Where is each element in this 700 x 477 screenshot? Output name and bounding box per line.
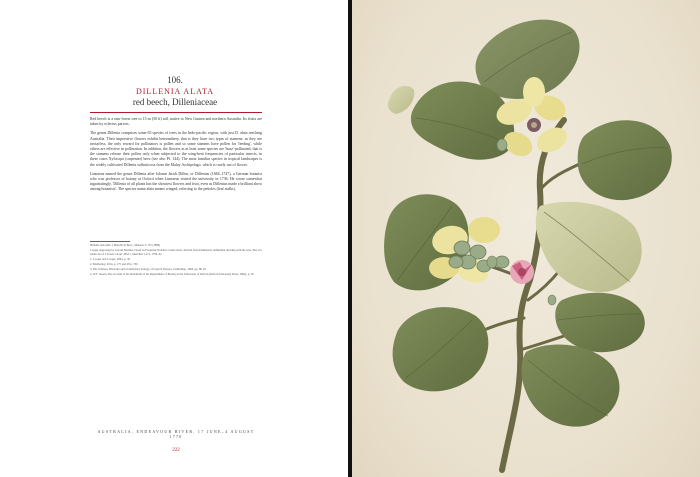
- paragraph-naming: Linnaeus named the genus Dillenia after Johann Jacob Dillen, or Dillenius (1684–1747), a German botanist who was professor of botany at Oxford when Linnaeus visited the university in 1736. He wrote somewhat ingratiatingly, 'Dillenia of all plants has the showiest flowers and fruit, even as Dillenius made a brilliant show among botanists'. The species name alata means winged, referring to the petioles (leaf stalks).: [90, 171, 262, 192]
- plate-number: 106.: [167, 75, 183, 85]
- note-2: Copper engraving by Gerald Sibelius, based on Frederick Nodder's watercolour, derived from Parkinson's unfinished drawing with the note 'The old stalks are of a brown colour', BM 1, Sketched 1 at 4, 1794, 62: [90, 248, 262, 256]
- common-name: red beech, Dilleniaceae: [132, 97, 218, 107]
- title-rule: [90, 112, 262, 113]
- footnotes: [90, 243, 262, 277]
- paragraph-genus: The genus Dillenia comprises some 65 species of trees in the Indo-pacific region, with just D. alata reaching Australia. Their impressive flowers exhibit heteranthery, that is they have two types of stamens: as they are nectarless, the only reward for pollinators is pollen and so some stamens have pollen for 'feeding', while others are effective in pollination. In addition, the flowers in at least some species are 'buzz'-pollinated, that is the stamens release their pollen only when subjected to the wing-beat frequencies of particular insects, in these cases Xylocopa (carpenter) bees (see also Pl. 144). The most familiar species in tropical landscapes is the widely cultivated Dillenia suffruticosa from the Malay Archipelago, which is rarely out of flower.: [90, 131, 262, 167]
- note-4: 2. Mabberley, 2014, p. 175 and 28 p. 706: [90, 262, 138, 266]
- note-5: 3. P.K. Endress, Diversity and evolutionary biology of tropical flowers, Cambridge, 1994, pp. 80–81: [90, 267, 207, 271]
- fruit-cluster: [449, 241, 509, 272]
- latin-name: DILLENIA ALATA: [135, 87, 214, 96]
- plate-page: [352, 0, 700, 477]
- running-foot: AUSTRALIA, ENDEAVOUR RIVER, 17 JUNE–4 AUGUST 1770: [97, 429, 255, 439]
- text-page: [0, 0, 348, 477]
- leaf-small-left: [388, 86, 414, 114]
- body-text: [90, 117, 262, 197]
- notes-rule: [90, 241, 130, 242]
- pink-bud: [510, 260, 534, 284]
- note-1: Dillenia alata (DC.) Martelli in Becc., Malesia 3: 157 (1886): [90, 243, 161, 247]
- page-number: 222: [172, 448, 180, 453]
- species-heading: [90, 75, 260, 108]
- paragraph-intro: Red beech is a rain-forest tree to 15 m (50 ft) tall, native to New Guinea and northern Australia. Its fruits are taken by eclectus parrots.: [90, 117, 262, 127]
- note-6: 4. W.T. Stearn, The account of the herbarium of the Department of Botany in the University of Oxford (Oxford University Press, 1962), p. 29: [90, 272, 254, 276]
- leaf-lower-right: [555, 293, 645, 352]
- note-3: 1. Cooper and Cooper, 2004, p. 39: [90, 257, 130, 261]
- botanical-illustration: [352, 0, 700, 477]
